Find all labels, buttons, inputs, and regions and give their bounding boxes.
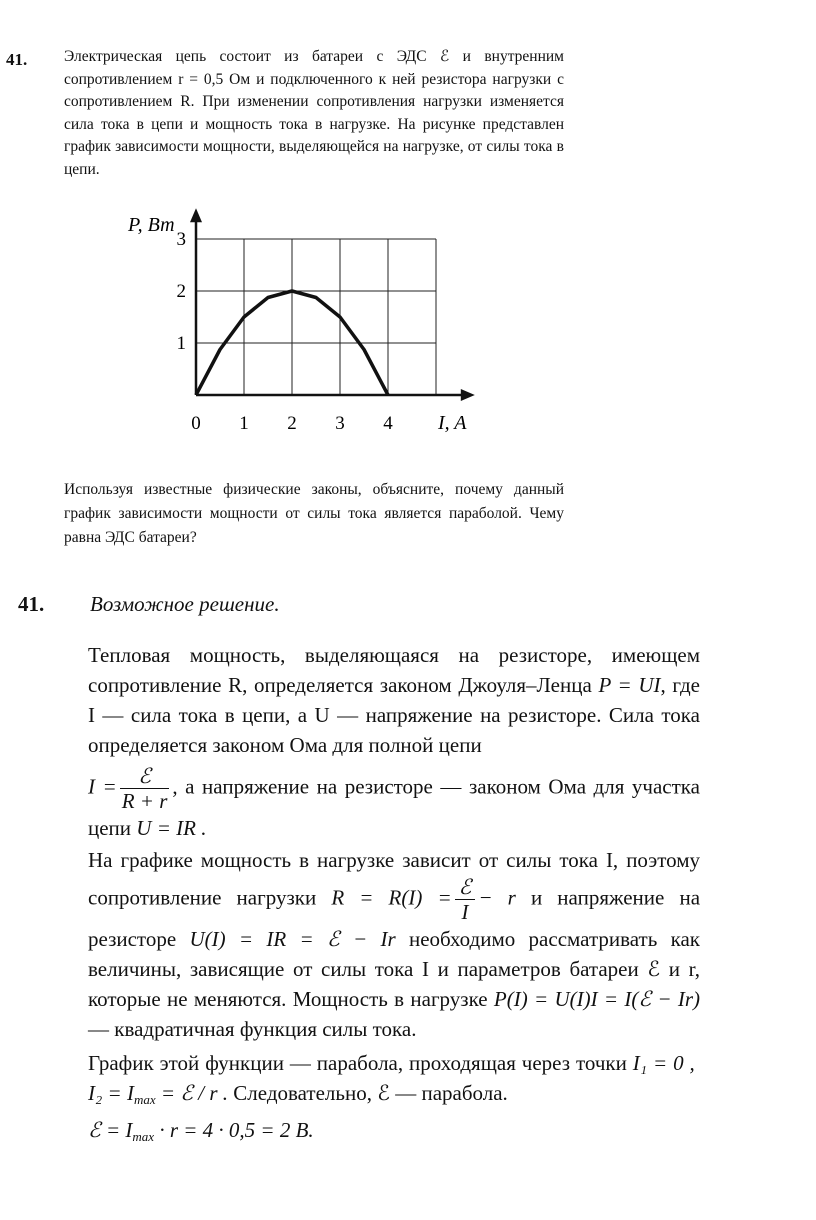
voltage-text: , а напряжение на резисторе — законом Ома для участка цепи [88, 774, 701, 840]
formula-emf-result [88, 1118, 314, 1142]
formula-r-numerator: ℰ [455, 875, 476, 900]
y-tick-label: 1 [176, 333, 186, 354]
formula-i2-a: I₂ = I [88, 1081, 134, 1105]
y-axis-label: P, Вт [128, 214, 175, 236]
formula-r-lhs: R = R(I) = [331, 885, 452, 910]
conclusion-text: Следовательно, [233, 1081, 372, 1105]
chart-grid [196, 239, 436, 395]
formula-i-lhs: I = [88, 774, 117, 799]
formula-i2-sub: max [133, 1092, 156, 1107]
y-tick-label: 3 [176, 229, 186, 250]
chart-ticks [177, 229, 394, 434]
formula-p-ui: P = UI [598, 673, 661, 697]
question-text: Используя известные физические законы, объясните, почему данный график зависимости мощности от силы тока является параболой. Чему равна ЭДС батареи? [64, 481, 564, 546]
x-tick-label: 0 [191, 413, 201, 434]
x-axis-arrow [461, 389, 475, 401]
problem-number: 41. [6, 50, 28, 69]
graph-dependence-text: На графике мощность в нагрузке зависит от силы тока I, поэтому сопротивление нагрузки [88, 848, 700, 910]
formula-r-fraction [455, 875, 476, 924]
x-tick-label: 3 [335, 413, 345, 434]
quadratic-text: — квадратичная функция силы тока. [88, 1017, 417, 1041]
y-axis-arrow [190, 208, 202, 222]
formula-p-of-i: P(I) = U(I)I = I(ℰ − Ir) [493, 987, 700, 1011]
solution-paragraph-1 [88, 640, 700, 760]
chart-axes [190, 208, 475, 401]
formula-emf-a: ℰ = I [88, 1118, 133, 1142]
solution-paragraph-4 [88, 1048, 700, 1152]
formula-u-ir: U = IR . [136, 816, 207, 840]
formula-u-of-i: U(I) = IR = ℰ − Ir [189, 927, 396, 951]
solution-paragraph-2 [88, 764, 700, 843]
solution-paragraph-3 [88, 845, 700, 1044]
solution-number: 41. [18, 592, 45, 616]
formula-i-fraction [120, 764, 170, 813]
problem-statement [64, 46, 564, 181]
formula-i2 [88, 1081, 228, 1105]
conclusion-tail: ℰ — парабола. [377, 1081, 508, 1105]
formula-i-numerator: ℰ [120, 764, 170, 789]
x-tick-label: 1 [239, 413, 249, 434]
solution-body [88, 640, 700, 1152]
formula-r-denominator: I [461, 900, 469, 924]
parabola-text: График этой функции — парабола, проходящая через точки [88, 1051, 627, 1075]
ohm-law-text: , где I — сила тока в цепи, а U — напряжение на резисторе. Сила тока определяется законом Ома для полной цепи [88, 673, 701, 757]
quantities-text: необходимо рассматривать как величины, зависящие от силы тока I и параметров батареи ℰ и r, которые не меняются. Мощность в нагрузке [88, 927, 701, 1011]
x-tick-label: 4 [383, 413, 393, 434]
formula-emf-b: · r = 4 · 0,5 = 2 В. [159, 1118, 314, 1142]
power-current-chart [120, 205, 500, 445]
joule-law-text: Тепловая мощность, выделяющаяся на резисторе, имеющем сопротивление R, определяется законом Джоуля–Ленца [88, 643, 700, 697]
x-axis-label: I, A [438, 412, 467, 434]
problem-text: Электрическая цепь состоит из батареи с ЭДС ℰ и внутренним сопротивлением r = 0,5 Ом и подключенного к ней резистора нагрузки с сопротивлением R. При изменении сопротивления нагрузки изменяется сила тока в цепи и мощность тока в нагрузке. На рисунке представлен график зависимости мощности, выделяющейся на нагрузке, от силы тока в цепи. [64, 48, 564, 178]
x-tick-label: 2 [287, 413, 297, 434]
formula-r-rhs: − r [478, 885, 516, 910]
formula-emf-sub: max [132, 1129, 155, 1144]
formula-i-denominator: R + r [121, 789, 168, 813]
y-tick-label: 2 [176, 281, 186, 302]
formula-i2-b: = ℰ / r . [160, 1081, 229, 1105]
formula-i1: I₁ = 0 , [632, 1051, 695, 1075]
solution-header: Возможное решение. [90, 592, 280, 616]
voltage-resistor-text: и напряжение на резисторе [88, 885, 701, 951]
